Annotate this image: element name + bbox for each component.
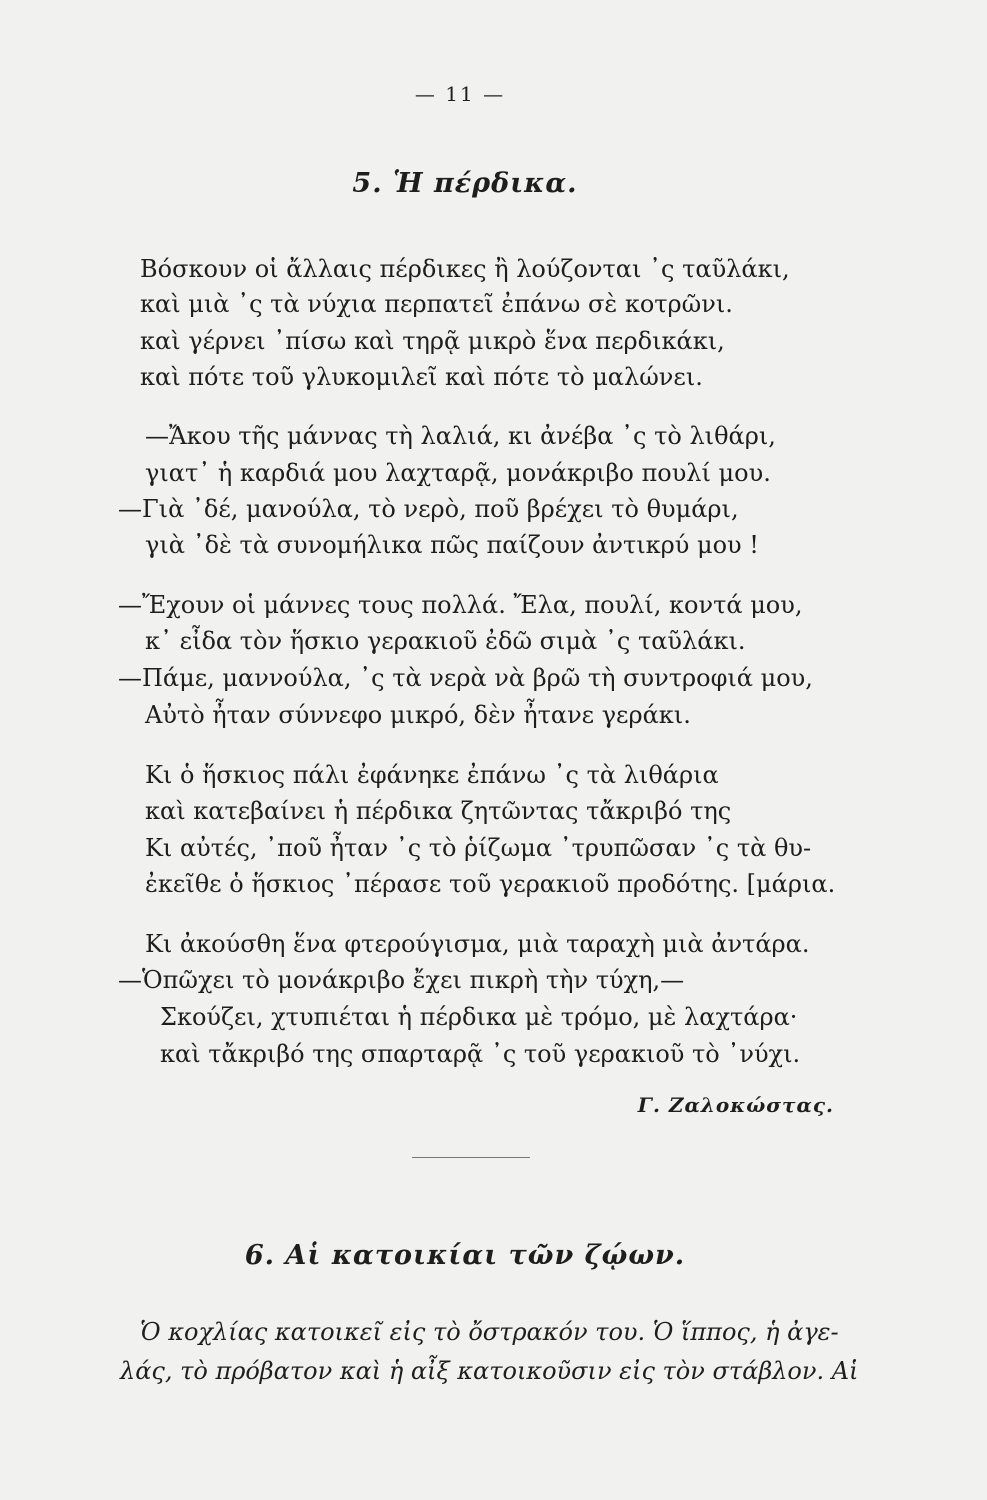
section-divider xyxy=(412,1157,530,1158)
poem-line: Κι αὐτές, ᾽ποῦ ἦταν ᾽ς τὸ ῥίζωμα ᾽τρυπῶσαν ᾽ς τὰ θυ- xyxy=(145,834,812,862)
poem-line: Κι ἀκούσθη ἕνα φτερούγισμα, μιὰ ταραχὴ μιὰ ἀντάρα. xyxy=(145,930,810,958)
prose-line: λάς, τὸ πρόβατον καὶ ἡ αἶξ κατοικοῦσιν εἰς τὸν στάβλον. Αἱ xyxy=(120,1357,859,1385)
poem-line: καὶ πότε τοῦ γλυκομιλεῖ καὶ πότε τὸ μαλώνει. xyxy=(140,363,703,391)
poem-line: —Ἔχουν οἱ μάννες τους πολλά. Ἔλα, πουλί, κοντά μου, xyxy=(118,591,803,619)
poem-line: Σκούζει, χτυπιέται ἡ πέρδικα μὲ τρόμο, μὲ λαχτάρα· xyxy=(160,1003,798,1031)
page-number: — 11 — xyxy=(414,82,506,106)
poem-line: καὶ κατεβαίνει ἡ πέρδικα ζητῶντας τἄκριβό της xyxy=(145,797,732,825)
section-title-partridge: 5. Ἡ πέρδικα. xyxy=(352,168,578,199)
author-signature: Γ. Ζαλοκώστας. xyxy=(637,1093,834,1117)
poem-line: —Ἄκου τῆς μάννας τὴ λαλιά, κι ἀνέβα ᾽ς τὸ λιθάρι, xyxy=(145,422,776,450)
poem-line: Αὐτὸ ἦταν σύννεφο μικρό, δὲν ἦτανε γεράκι. xyxy=(145,701,691,729)
poem-line: —Πάμε, μαννούλα, ᾽ς τὰ νερὰ νὰ βρῶ τὴ συντροφιά μου, xyxy=(118,664,813,692)
poem-line: —Γιὰ ᾽δέ, μανούλα, τὸ νερὸ, ποῦ βρέχει τὸ θυμάρι, xyxy=(118,495,739,523)
poem-line: κ᾽ εἶδα τὸν ἥσκιο γερακιοῦ ἐδῶ σιμὰ ᾽ς ταῦλάκι. xyxy=(145,627,746,655)
section-title-animal-homes: 6. Αἱ κατοικίαι τῶν ζῴων. xyxy=(244,1240,686,1271)
prose-line: Ὁ κοχλίας κατοικεῖ εἰς τὸ ὄστρακόν του. Ὁ ἵππος, ἡ ἀγε- xyxy=(140,1318,839,1346)
poem-line: καὶ γέρνει ᾽πίσω καὶ τηρᾷ μικρὸ ἕνα περδικάκι, xyxy=(140,327,725,355)
poem-line: γιὰ ᾽δὲ τὰ συνομήλικα πῶς παίζουν ἀντικρύ μου ! xyxy=(145,531,759,559)
poem-line: γιατ᾽ ἡ καρδιά μου λαχταρᾷ, μονάκριβο πουλί μου. xyxy=(145,459,771,487)
poem-line: —Ὁπῶχει τὸ μονάκριβο ἔχει πικρὴ τὴν τύχη,— xyxy=(118,966,685,994)
poem-line: Κι ὁ ἥσκιος πάλι ἐφάνηκε ἐπάνω ᾽ς τὰ λιθάρια xyxy=(145,761,719,789)
poem-line: Βόσκουν οἱ ἄλλαις πέρδικες ἢ λούζονται ᾽ς ταῦλάκι, xyxy=(140,255,790,283)
poem-line: ἐκεῖθε ὁ ἥσκιος ᾽πέρασε τοῦ γερακιοῦ προδότης. [μάρια. xyxy=(145,870,836,898)
poem-line: καὶ μιὰ ᾽ς τὰ νύχια περπατεῖ ἐπάνω σὲ κοτρῶνι. xyxy=(140,290,733,318)
poem-line: καὶ τἄκριβό της σπαρταρᾷ ᾽ς τοῦ γερακιοῦ τὸ ᾽νύχι. xyxy=(160,1040,801,1068)
